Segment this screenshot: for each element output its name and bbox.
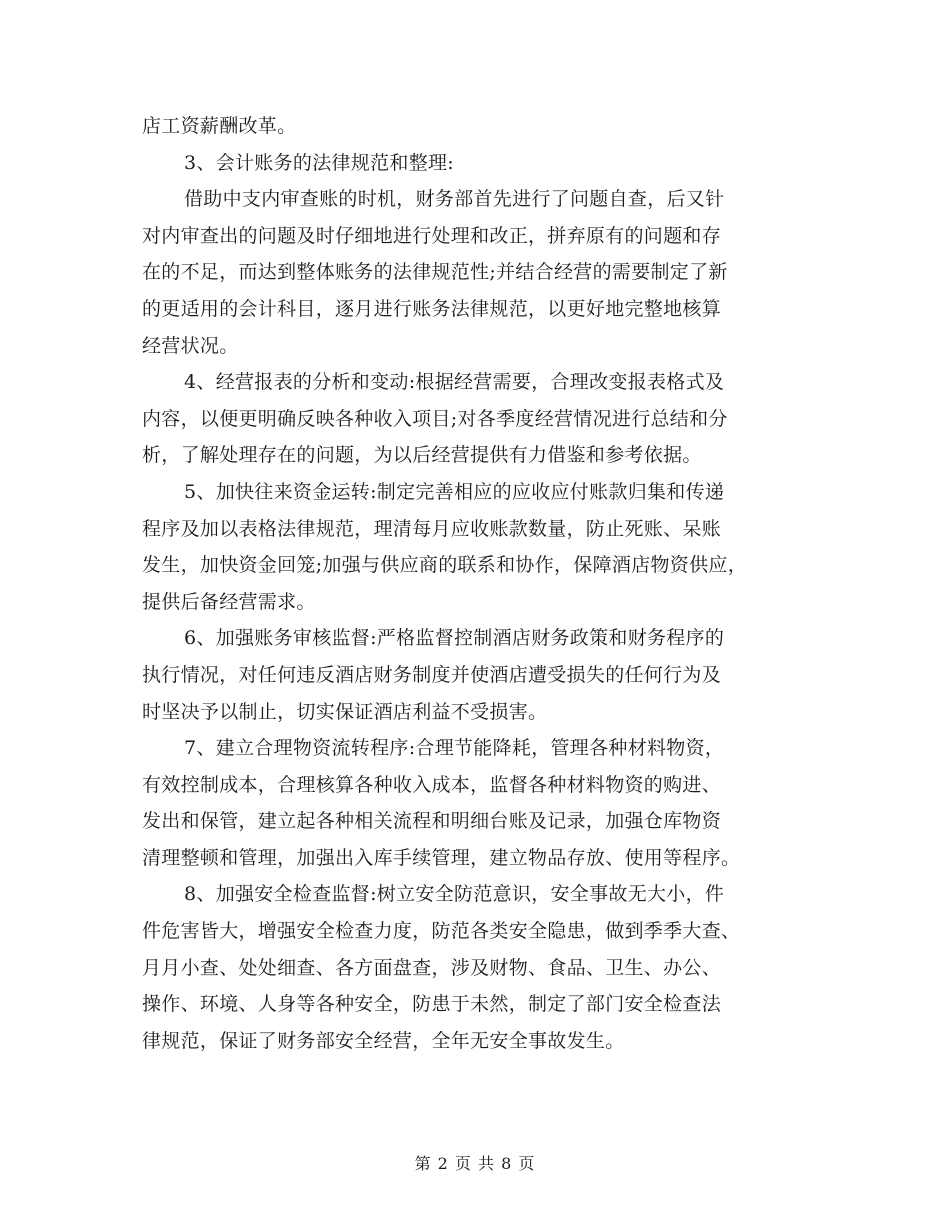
text-line: 执行情况，对任何违反酒店财务制度并使酒店遭受损失的任何行为及 — [142, 663, 722, 686]
text-line: 3、会计账务的法律规范和整理: — [184, 151, 454, 174]
text-line: 发生，加快资金回笼;加强与供应商的联系和协作，保障酒店物资供应， — [142, 554, 748, 577]
text-line: 7、建立合理物资流转程序:合理节能降耗，管理各种材料物资， — [184, 737, 725, 760]
text-line: 6、加强账务审核监督:严格监督控制酒店财务政策和财务程序的 — [184, 627, 725, 650]
text-line: 经营状况。 — [142, 334, 239, 357]
text-line: 店工资薪酬改革。 — [142, 115, 297, 137]
text-line: 借助中支内审查账的时机，财务部首先进行了问题自查，后又针 — [184, 188, 725, 211]
text-line: 对内审查出的问题及时仔细地进行处理和改正，拼弃原有的问题和存 — [142, 224, 722, 247]
text-line: 8、加强安全检查监督:树立安全防范意识，安全事故无大小，件 — [184, 883, 725, 906]
text-line: 清理整顿和管理，加强出入库手续管理，建立物品存放、使用等程序。 — [142, 846, 741, 869]
text-line: 发出和保管，建立起各种相关流程和明细台账及记录，加强仓库物资 — [142, 810, 722, 833]
text-line: 提供后备经营需求。 — [142, 590, 316, 613]
text-line: 在的不足，而达到整体账务的法律规范性;并结合经营的需要制定了新 — [142, 261, 728, 284]
text-line: 的更适用的会计科目，逐月进行账务法律规范，以更好地完整地核算 — [142, 297, 722, 320]
text-line: 5、加快往来资金运转:制定完善相应的应收应付账款归集和传递 — [184, 480, 725, 503]
text-line: 月月小查、处处细查、各方面盘查，涉及财物、食品、卫生、办公、 — [142, 956, 722, 979]
text-line: 操作、环境、人身等各种安全，防患于未然，制定了部门安全检查法 — [142, 993, 722, 1016]
text-line: 件危害皆大，增强安全检查力度，防范各类安全隐患，做到季季大查、 — [142, 920, 741, 943]
text-line: 程序及加以表格法律规范，理清每月应收账款数量，防止死账、呆账 — [142, 517, 722, 540]
text-line: 律规范，保证了财务部安全经营，全年无安全事故发生。 — [142, 1029, 625, 1052]
document-body — [142, 108, 814, 1059]
text-line: 4、经营报表的分析和变动:根据经营需要，合理改变报表格式及 — [184, 371, 725, 394]
text-line: 析，了解处理存在的问题，为以后经营提供有力借鉴和参考依据。 — [142, 444, 702, 467]
text-line: 时坚决予以制止，切实保证酒店利益不受损害。 — [142, 700, 548, 723]
page-number-footer: 第 2 页 共 8 页 — [414, 1154, 536, 1173]
text-line: 有效控制成本，合理核算各种收入成本，监督各种材料物资的购进、 — [142, 773, 722, 796]
text-line: 内容，以便更明确反映各种收入项目;对各季度经营情况进行总结和分 — [142, 407, 728, 430]
